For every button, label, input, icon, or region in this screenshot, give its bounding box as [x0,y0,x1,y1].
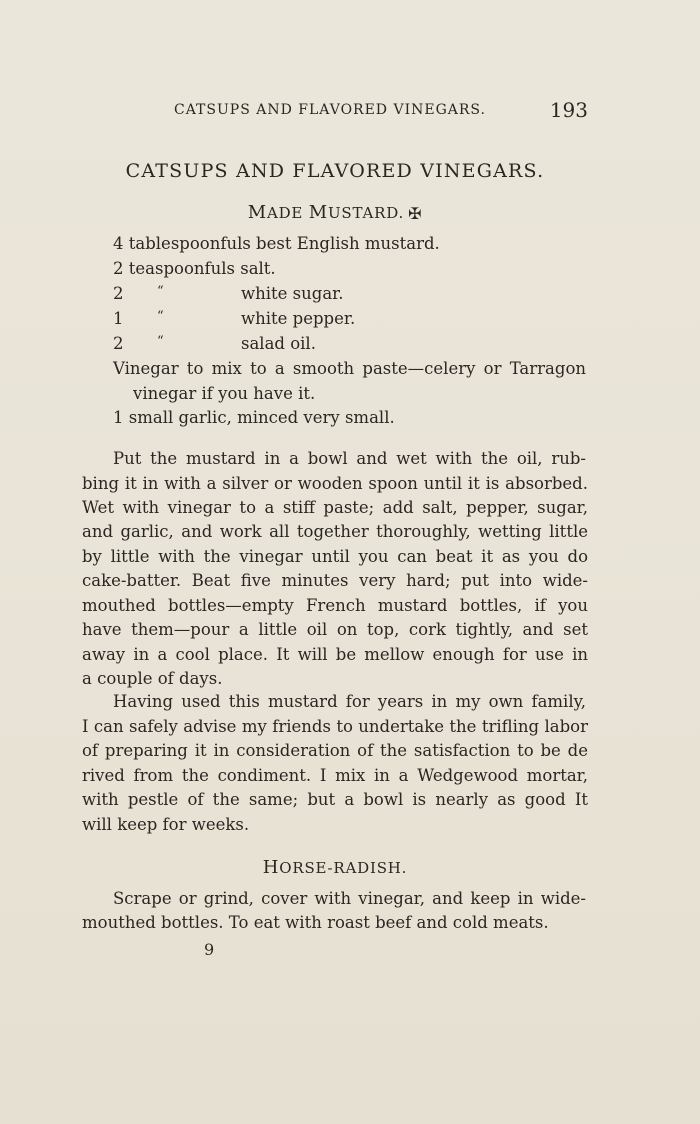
recipe-heading-made-mustard: MADE MUSTARD. ✠ [247,202,423,223]
text-line: Wet with vinegar to a stiff paste; add salt, pepper, sugar, [82,498,588,517]
text-line: by little with the vinegar until you can beat it as you do [82,547,588,566]
text-line: mouthed bottles. To eat with roast beef and cold meats. [82,913,549,932]
text-line: mouthed bottles—empty French mustard bottles, if you [82,596,588,615]
ingredient-line: 1 “ white pepper. [113,309,356,328]
running-head [82,98,588,126]
text-line: with pestle of the same; but a bowl is nearly as good It [82,790,588,809]
ditto-mark: “ [157,284,164,299]
ingredient-line: 4 tablespoonfuls best English mustard. [113,234,440,253]
text-line: of preparing it in consideration of the satisfaction to be de [82,741,588,760]
ditto-mark: “ [157,309,164,324]
text-line: away in a cool place. It will be mellow enough for use in [82,645,588,664]
ingredient-line: 2 “ white sugar. [113,284,344,303]
chapter-title: CATSUPS AND FLAVORED VINEGARS. [125,160,545,182]
text-line: have them—pour a little oil on top, cork tightly, and set [82,620,588,639]
text-line: Having used this mustard for years in my own family, [113,692,586,711]
text-line: a couple of days. [82,669,223,688]
text-line: rived from the condiment. I mix in a Wedgewood mortar, [82,766,588,785]
ingredient-line: 2 “ salad oil. [113,334,316,353]
text-line: I can safely advise my friends to undertake the trifling labor [82,717,588,736]
text-line: cake-batter. Beat five minutes very hard; put into wide- [82,571,588,590]
signature-mark: 9 [204,940,215,959]
ingredient-line: 1 small garlic, minced very small. [113,408,395,427]
text-line: Scrape or grind, cover with vinegar, and keep in wide- [113,889,586,908]
recipe-mark-icon: ✠ [408,204,423,223]
ingredient-line: vinegar if you have it. [133,384,316,403]
ditto-mark: “ [157,334,164,349]
text-line: bing it in with a silver or wooden spoon until it is absorbed. [82,474,588,493]
ingredient-line: Vinegar to mix to a smooth paste—celery or Tarragon [113,359,586,378]
text-line: Put the mustard in a bowl and wet with the oil, rub- [113,449,586,468]
text-line: and garlic, and work all together thoroughly, wetting little [82,522,588,541]
text-line: will keep for weeks. [82,815,250,834]
page-number: 193 [549,98,588,122]
ingredient-line: 2 teaspoonfuls salt. [113,259,276,278]
running-head-title: CATSUPS AND FLAVORED VINEGARS. [174,102,486,118]
recipe-heading-horse-radish: HORSE-RADISH. [262,857,408,878]
